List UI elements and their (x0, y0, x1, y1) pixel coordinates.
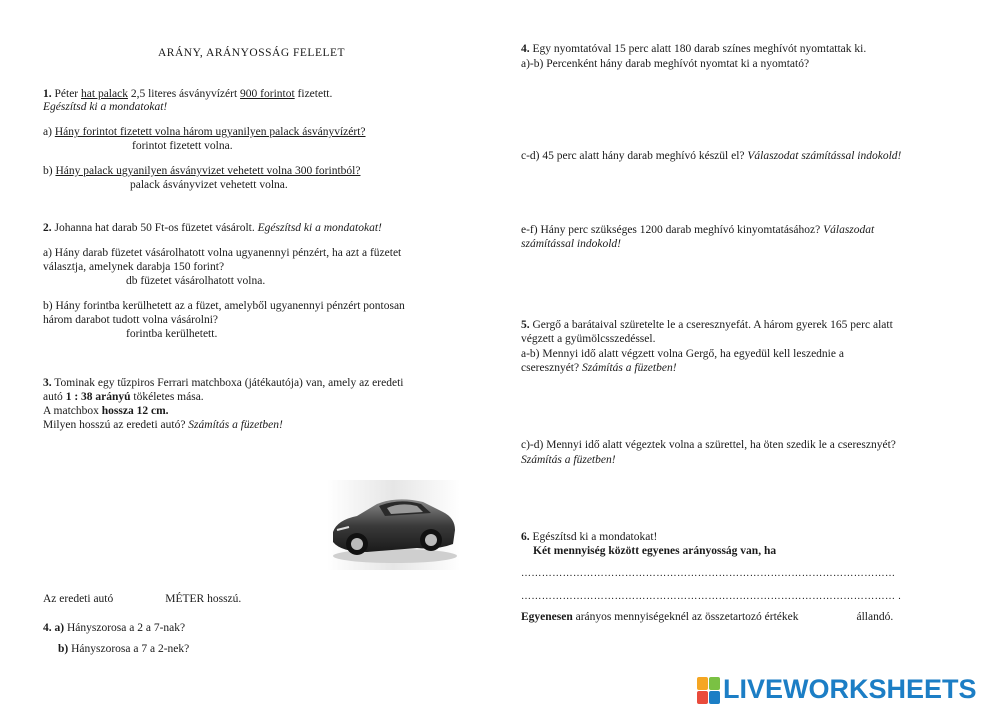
q3-line2: autó 1 : 38 arányú tökéletes mása. (43, 391, 204, 403)
page-title: ARÁNY, ARÁNYOSSÁG FELELET (158, 47, 346, 59)
q2b-answer: forintba kerülhetett. (126, 328, 218, 340)
q3-line3: A matchbox hossza 12 cm. (43, 405, 169, 417)
r-q4-intro: 4. Egy nyomtatóval 15 perc alatt 180 darab színes meghívót nyomtattak ki. (521, 43, 867, 55)
r-q6-line2: Két mennyiség között egyenes arányosság van, ha (533, 545, 777, 557)
q2a-line2: választja, amelynek darabja 150 forint? (43, 261, 225, 273)
q2a-answer: db füzetet vásárolhatott volna. (126, 275, 266, 287)
q3-line4: Milyen hosszú az eredeti autó? Számítás a füzetben! (43, 419, 283, 431)
q2a-line1: a) Hány darab füzetet vásárolhatott volna ugyanennyi pénzért, ha azt a füzetet (43, 247, 402, 259)
q1-instruction: Egészítsd ki a mondatokat! (43, 101, 168, 113)
r-q4-cd: c-d) 45 perc alatt hány darab meghívó készül el? Válaszodat számítással indokold! (521, 150, 902, 162)
ferrari-car-image (327, 480, 460, 570)
r-q5-ab-line2: cseresznyét? Számítás a füzetben! (521, 362, 677, 374)
r-q4-ab: a)-b) Percenként hány darab meghívót nyomtat ki a nyomtató? (521, 58, 810, 70)
q1a-question: a) Hány forintot fizetett volna három ugyanilyen palack ásványvízért? (43, 126, 366, 138)
r-q6-dots2: ……………………………………………………………………………………………… . (521, 591, 902, 602)
q2b-line1: b) Hány forintba kerülhetett az a füzet, amelyből ugyanennyi pénzért pontosan (43, 300, 405, 312)
r-q5-line2: végzett a gyümölcsszedéssel. (521, 333, 656, 345)
liveworksheets-logo (697, 674, 977, 705)
q1b-question: b) Hány palack ugyanilyen ásványvizet vehetett volna 300 forintból? (43, 165, 361, 177)
q1b-answer: palack ásványvizet vehetett volna. (130, 179, 288, 191)
r-q4-ef-line1: e-f) Hány perc szükséges 1200 darab meghívó kinyomtatásához? Válaszodat (521, 224, 875, 236)
q1a-answer: forintot fizetett volna. (132, 140, 233, 152)
r-q6-dots1: ……………………………………………………………………………………………… (521, 568, 896, 579)
r-q5-line1: 5. Gergő a barátaival szüretelte le a cseresznyefát. A három gyerek 165 perc alatt (521, 319, 893, 331)
r-q5-ab-line1: a-b) Mennyi idő alatt végzett volna Gergő, ha egyedül kell leszednie a (521, 348, 844, 360)
q2b-line2: három darabot tudott volna vásárolni? (43, 314, 219, 326)
logo-squares-icon (697, 677, 719, 703)
r-q5-cd-line2: Számítás a füzetben! (521, 454, 616, 466)
q4b-question: b) Hányszorosa a 7 a 2-nek? (58, 643, 190, 655)
logo-text: LIVEWORKSHEETS (723, 674, 977, 704)
q1-intro: 1. Péter hat palack 2,5 literes ásványvízért 900 forintot fizetett. (43, 88, 333, 100)
q3-line1: 3. Tominak egy tűzpiros Ferrari matchboxa (játékautója) van, amely az eredeti (43, 377, 404, 389)
r-q6-line3: Egyenesen arányos mennyiségeknél az összetartozó értékek állandó. (521, 611, 894, 623)
r-q5-cd-line1: c)-d) Mennyi idő alatt végeztek volna a szürettel, ha öten szedik le a cseresznyét? (521, 439, 896, 451)
r-q4-ef-line2: számítással indokold! (521, 238, 621, 250)
q3-answer-line: Az eredeti autó MÉTER hosszú. (43, 593, 242, 605)
q2-intro: 2. Johanna hat darab 50 Ft-os füzetet vásárolt. Egészítsd ki a mondatokat! (43, 222, 382, 234)
r-q6-intro: 6. Egészítsd ki a mondatokat! (521, 531, 658, 543)
q4a-question: 4. a) Hányszorosa a 2 a 7-nak? (43, 622, 186, 634)
